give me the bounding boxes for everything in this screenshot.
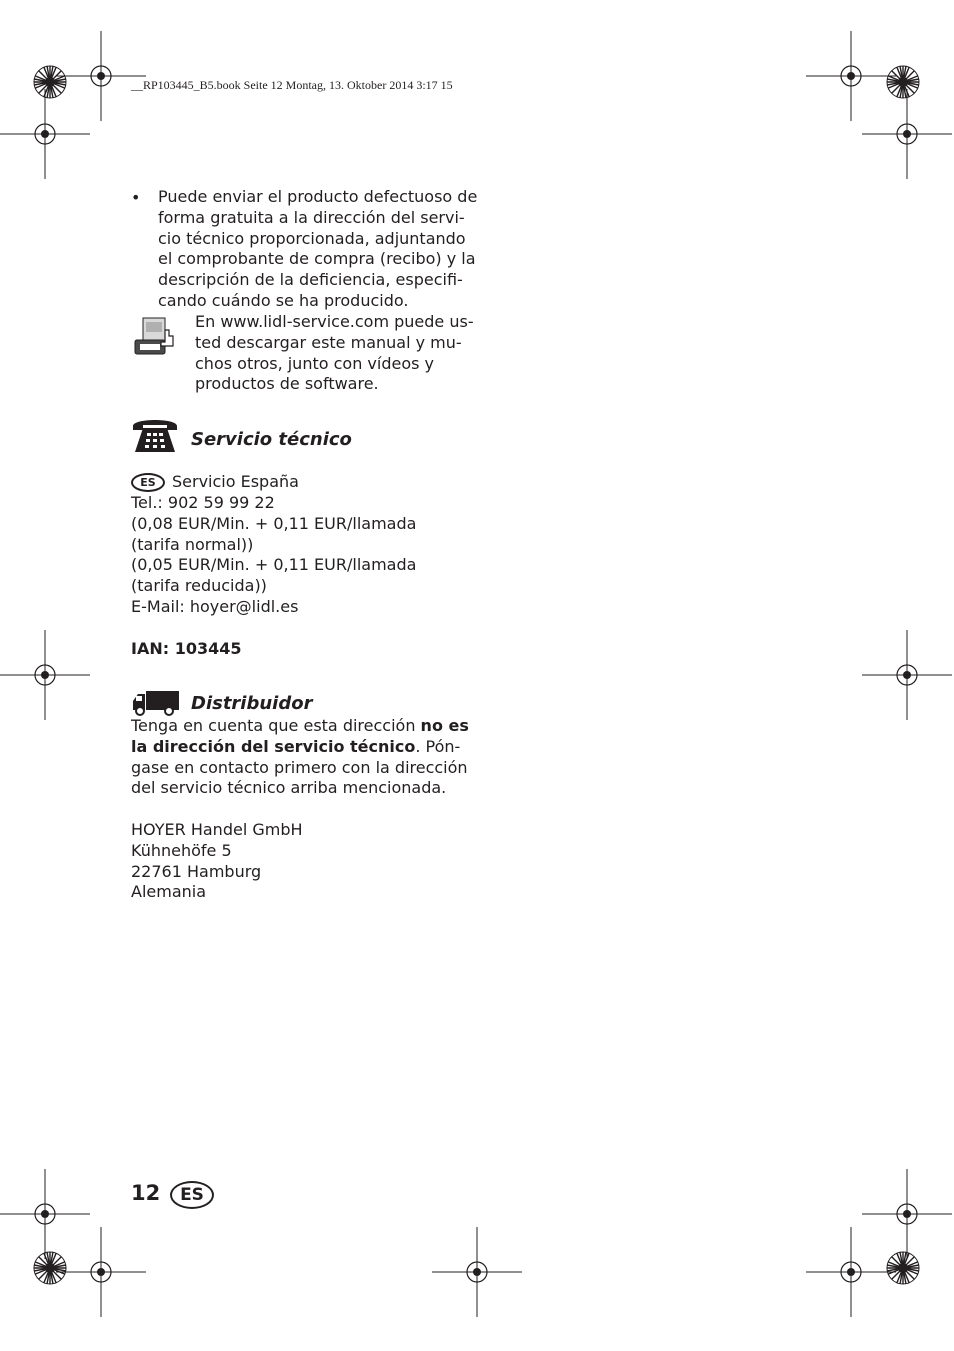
distributor-emphasis: la dirección del servicio técnico (131, 736, 416, 756)
bullet-symbol: • (131, 188, 141, 207)
file-info-header: __RP103445_B5.book Seite 12 Montag, 13. Oktober 2014 3:17 15 (131, 78, 453, 92)
note-line: ted descargar este manual y mu- (195, 332, 462, 352)
service-line: (tarifa reducida)) (131, 576, 267, 596)
bullet-line: Puede enviar el producto defectuoso de (158, 187, 478, 206)
page-number: 12 (131, 1181, 161, 1205)
distributor-line-4: del servicio técnico arriba mencionada. (131, 778, 447, 798)
bullet-line: cio técnico proporcionada, adjuntando (158, 228, 466, 248)
service-line: Tel.: 902 59 99 22 (131, 493, 275, 512)
note-line: En www.lidl-service.com puede us- (195, 312, 474, 331)
address-line: Kühnehöfe 5 (131, 840, 232, 860)
manual-download-icon (133, 316, 177, 358)
telephone-icon (131, 414, 179, 456)
address-line: Alemania (131, 882, 207, 902)
bullet-line: descripción de la deficiencia, especifi- (158, 270, 463, 290)
country-badge: ES (131, 473, 165, 492)
download-note (195, 312, 474, 395)
bullet-paragraph (158, 187, 477, 312)
service-line: (0,08 EUR/Min. + 0,11 EUR/llamada (131, 513, 417, 533)
language-badge: ES (170, 1181, 214, 1209)
distributor-paragraph (131, 716, 469, 799)
note-line: productos de software. (195, 374, 379, 394)
distributor-emphasis: no es (420, 716, 469, 735)
service-heading: Servicio técnico (191, 429, 352, 450)
distributor-text: Tenga en cuenta que esta dirección (131, 716, 421, 735)
note-line: chos otros, junto con vídeos y (195, 353, 435, 373)
address-line: 22761 Hamburg (131, 861, 262, 881)
service-email: E-Mail: hoyer@lidl.es (131, 596, 299, 616)
distributor-heading: Distribuidor (191, 693, 313, 714)
bullet-line: cando cuándo se ha producido. (158, 290, 409, 310)
distributor-line-3: gase en contacto primero con la dirección (131, 757, 468, 777)
truck-icon (131, 690, 180, 716)
bullet-line: el comprobante de compra (recibo) y la (158, 249, 476, 269)
ian-number: IAN: 103445 (131, 639, 242, 658)
address-line: HOYER Handel GmbH (131, 820, 303, 839)
service-line: (0,05 EUR/Min. + 0,11 EUR/llamada (131, 555, 417, 575)
distributor-line-1 (131, 716, 469, 737)
distributor-line-2 (131, 737, 469, 758)
bullet-line: forma gratuita a la dirección del servi- (158, 207, 465, 227)
service-country-label: Servicio España (172, 472, 299, 491)
distributor-text: . Pón- (415, 736, 461, 756)
service-line: (tarifa normal)) (131, 534, 254, 554)
distributor-address (131, 820, 303, 903)
service-details (131, 493, 416, 618)
